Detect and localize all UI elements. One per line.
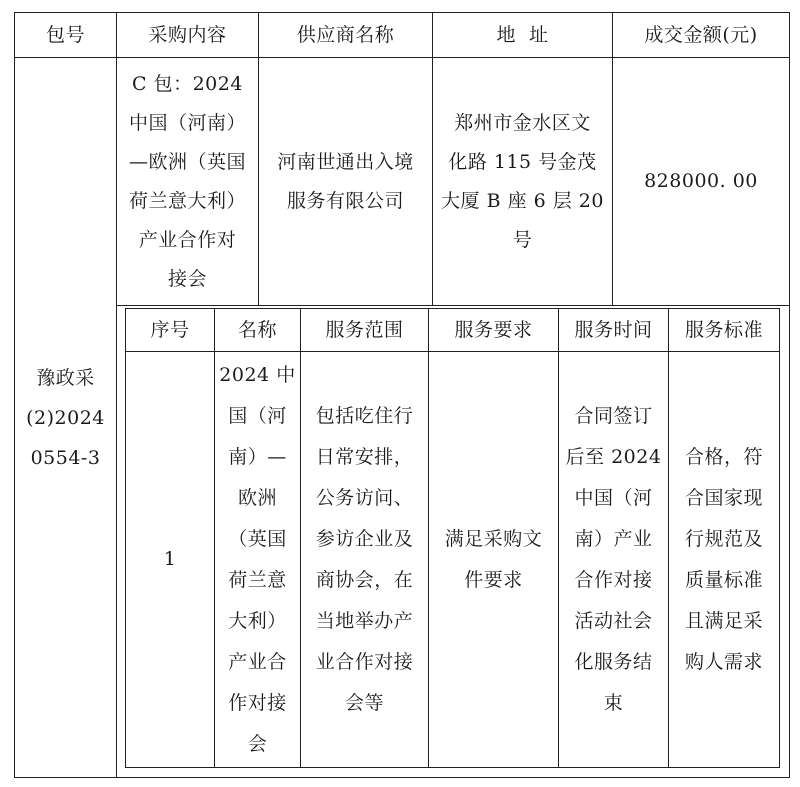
record-content-text: C 包：2024 中国（河南） —欧洲（英国 荷兰意大利） 产业合作对 接会	[128, 72, 246, 290]
inner-row-name-text: 2024 中 国（河 南）— 欧洲 （英国 荷兰意 大利） 产业合 作对接 会	[219, 363, 296, 755]
inner-header-time-text: 服务时间	[574, 319, 653, 341]
inner-header-scope-text: 服务范围	[325, 319, 404, 341]
inner-header-seq	[126, 309, 214, 351]
inner-row-time-text: 合同签订 后至 2024 中国（河 南）产业 合作对接 活动社会 化服务结 束	[565, 404, 662, 714]
header-supplier-text: 供应商名称	[296, 24, 395, 46]
inner-header-name	[215, 309, 300, 351]
inner-row-time	[559, 352, 668, 767]
header-package-no-text: 包号	[45, 24, 85, 46]
outer-record-divider	[116, 305, 790, 306]
inner-row-seq	[126, 352, 214, 767]
outer-right-border	[789, 12, 790, 778]
inner-header-standard-text: 服务标准	[684, 319, 763, 341]
outer-bottom-border	[14, 777, 790, 778]
inner-row-name	[215, 352, 300, 767]
header-address-text: 地 址	[496, 24, 549, 46]
inner-row-requirement	[429, 352, 558, 767]
inner-row-requirement-text: 满足采购文 件要求	[444, 527, 543, 591]
header-amount-text: 成交金额(元)	[644, 24, 758, 46]
header-package-no	[15, 13, 116, 57]
header-address	[433, 13, 612, 57]
record-amount	[613, 58, 789, 305]
inner-row-scope	[301, 352, 428, 767]
record-address-text: 郑州市金水区文 化路 115 号金茂 大厦 B 座 6 层 20 号	[441, 111, 604, 251]
record-package-no-text: 豫政采 (2)2024 0554-3	[26, 366, 105, 469]
inner-header-name-text: 名称	[237, 319, 277, 341]
inner-row-standard-text: 合格，符 合国家现 行规范及 质量标准 且满足采 购人需求	[684, 445, 763, 673]
record-content	[117, 58, 258, 305]
header-supplier	[259, 13, 432, 57]
header-content	[117, 13, 258, 57]
record-supplier-text: 河南世通出入境 服务有限公司	[277, 150, 414, 212]
inner-row-standard	[669, 352, 779, 767]
inner-bottom-border	[125, 767, 780, 768]
inner-header-seq-text: 序号	[150, 319, 190, 341]
inner-row-scope-text: 包括吃住行 日常安排， 公务访问、 参访企业及 商协会，在 当地举办产 业合作对接 会等	[315, 404, 414, 714]
inner-header-time	[559, 309, 668, 351]
record-supplier	[259, 58, 432, 305]
record-amount-text: 828000. 00	[644, 170, 758, 192]
inner-header-standard	[669, 309, 779, 351]
inner-header-requirement	[429, 309, 558, 351]
header-content-text: 采购内容	[148, 24, 227, 46]
inner-header-requirement-text: 服务要求	[454, 319, 533, 341]
record-address	[433, 58, 612, 305]
inner-header-scope	[301, 309, 428, 351]
record-package-no	[15, 58, 116, 777]
inner-right-border	[779, 308, 780, 768]
inner-row-seq-text: 1	[163, 548, 177, 570]
header-amount	[613, 13, 789, 57]
